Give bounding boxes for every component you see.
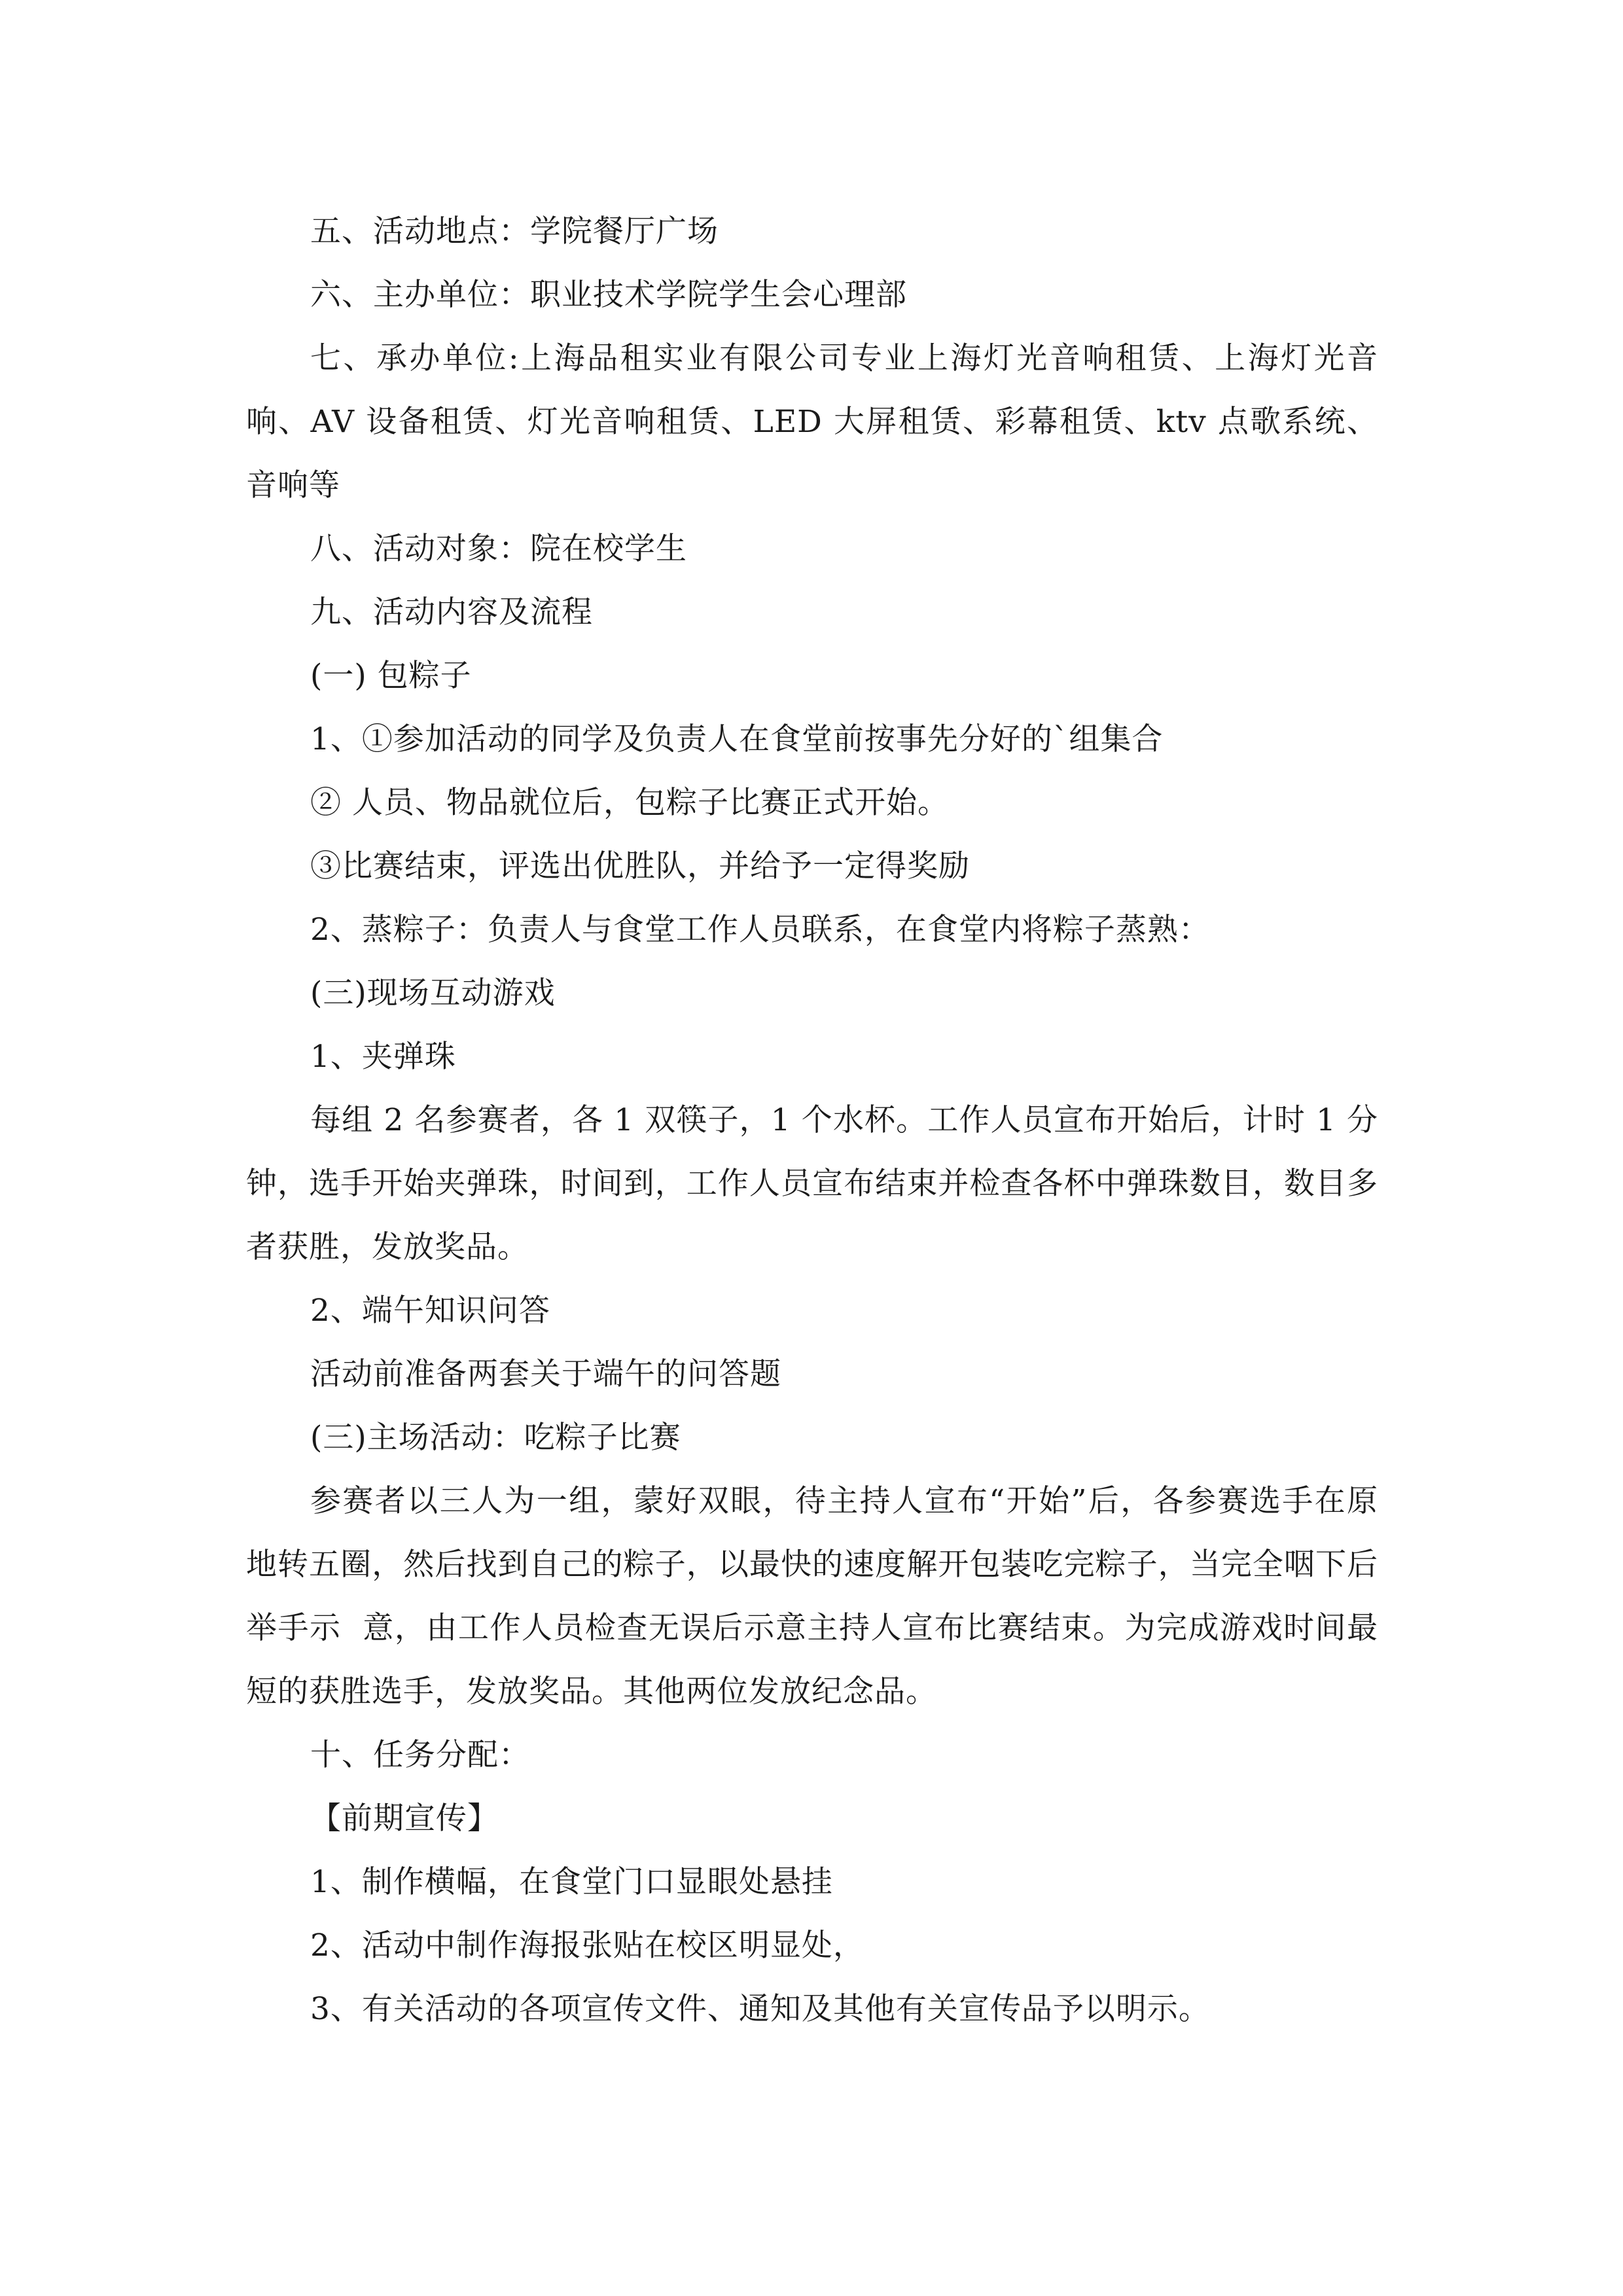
step-2-start: ② 人员、物品就位后，包粽子比赛正式开始。 bbox=[310, 785, 949, 821]
task-2-posters: 2、活动中制作海报张贴在校区明显处， bbox=[310, 1928, 865, 1964]
subsection-main-activity: (三)主场活动：吃粽子比赛 bbox=[310, 1420, 681, 1456]
section-9-heading: 九、活动内容及流程 bbox=[310, 594, 593, 630]
section-5-venue: 五、活动地点：学院餐厅广场 bbox=[310, 213, 719, 249]
section-10-heading: 十、任务分配： bbox=[310, 1737, 530, 1773]
subsection-interactive-games: (三)现场互动游戏 bbox=[310, 975, 556, 1011]
step-3-award: ③比赛结束，评选出优胜队，并给予一定得奖励 bbox=[310, 848, 970, 884]
subsection-1-heading: (一) 包粽子 bbox=[310, 658, 472, 694]
document-body bbox=[246, 200, 1378, 2041]
main-activity-description: 参赛者以三人为一组，蒙好双眼，待主持人宣布“开始”后，各参赛选手在原地转五圈，然后找到自己的粽子，以最快的速度解开包装吃完粽子，当完全咽下后举手示 意，由工作人员检查无误后示意主持人宣布比赛结束。为完成游戏时间最短的获胜选手，发放奖品。其他两位发放纪念品。 bbox=[246, 1483, 1378, 1710]
task-3-notices: 3、有关活动的各项宣传文件、通知及其他有关宣传品予以明示。 bbox=[310, 1991, 1210, 2027]
item-steam-zongzi: 2、蒸粽子：负责人与食堂工作人员联系，在食堂内将粽子蒸熟： bbox=[310, 912, 1210, 948]
task-publicity-heading: 【前期宣传】 bbox=[310, 1801, 499, 1837]
game-2-title: 2、端午知识问答 bbox=[310, 1293, 550, 1329]
task-1-banner: 1、制作横幅，在食堂门口显眼处悬挂 bbox=[310, 1864, 833, 1900]
section-7-undertaker: 七、承办单位:上海品租实业有限公司专业上海灯光音响租赁、上海灯光音响、AV 设备租赁、灯光音响租赁、LED 大屏租赁、彩幕租赁、ktv 点歌系统、音响等 bbox=[246, 340, 1378, 503]
section-6-organizer: 六、主办单位：职业技术学院学生会心理部 bbox=[310, 277, 907, 313]
section-8-audience: 八、活动对象：院在校学生 bbox=[310, 531, 687, 567]
game-1-description: 每组 2 名参赛者，各 1 双筷子，1 个水杯。工作人员宣布开始后，计时 1 分钟，选手开始夹弹珠，时间到，工作人员宣布结束并检查各杯中弹珠数目，数目多者获胜，发放奖品。 bbox=[246, 1102, 1378, 1265]
game-1-title: 1、夹弹珠 bbox=[310, 1039, 456, 1075]
step-1-gather: 1、①参加活动的同学及负责人在食堂前按事先分好的`组集合 bbox=[310, 721, 1164, 757]
game-2-description: 活动前准备两套关于端午的问答题 bbox=[310, 1356, 781, 1392]
